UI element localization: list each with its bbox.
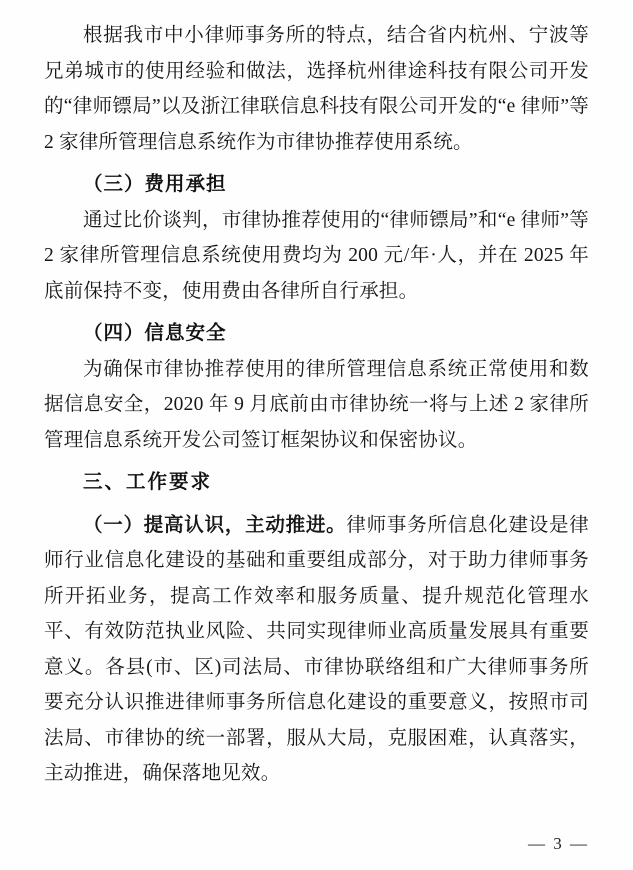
paragraph-body-text: 律师事务所信息化建设是律师行业信息化建设的基础和重要组成部分，对于助力律师事务所开拓业务，提高工作效率和服务质量、提升规范化管理水平、有效防范执业风险、共同实现律师业高质量发展具有重要意义。各县(市、区)司法局、市律协联络组和广大律师事务所要充分认识推进律师事务所信息化建设的重要意义，按照市司法局、市律协的统一部署，服从大局，克服困难，认真落实，主动推进，确保落地见效。	[44, 514, 589, 784]
paragraph-security-details: 为确保市律协推荐使用的律所管理信息系统正常使用和数据信息安全，2020 年 9 月底前由市律协统一将与上述 2 家律所管理信息系统开发公司签订框架协议和保密协议。	[44, 358, 589, 451]
paragraph-fee-details: 通过比价谈判，市律协推荐使用的“律师镖局”和“e 律师”等 2 家律所管理信息系统使用费均为 200 元/年·人，并在 2025 年底前保持不变，使用费由各律所自行承担。	[44, 209, 589, 302]
spacer	[44, 458, 589, 465]
paragraph-raise-awareness	[44, 508, 589, 792]
spacer	[44, 309, 589, 316]
paragraph-system-selection: 根据我市中小律师事务所的特点，结合省内杭州、宁波等兄弟城市的使用经验和做法，选择杭州律途科技有限公司开发的“律师镖局”以及浙江律联信息科技有限公司开发的“e 律师”等 2 家律所管理信息系统作为市律协推荐使用系统。	[44, 25, 589, 153]
paragraph-lead-label: （一）提高认识，主动推进。	[83, 514, 347, 536]
heading-fee-responsibility: （三）费用承担	[83, 174, 227, 195]
heading-information-security: （四）信息安全	[83, 323, 227, 344]
spacer	[44, 501, 589, 508]
section-title-work-requirements: 三、工作要求	[83, 472, 213, 493]
spacer	[44, 160, 589, 167]
page-number: — 3 —	[528, 834, 589, 853]
